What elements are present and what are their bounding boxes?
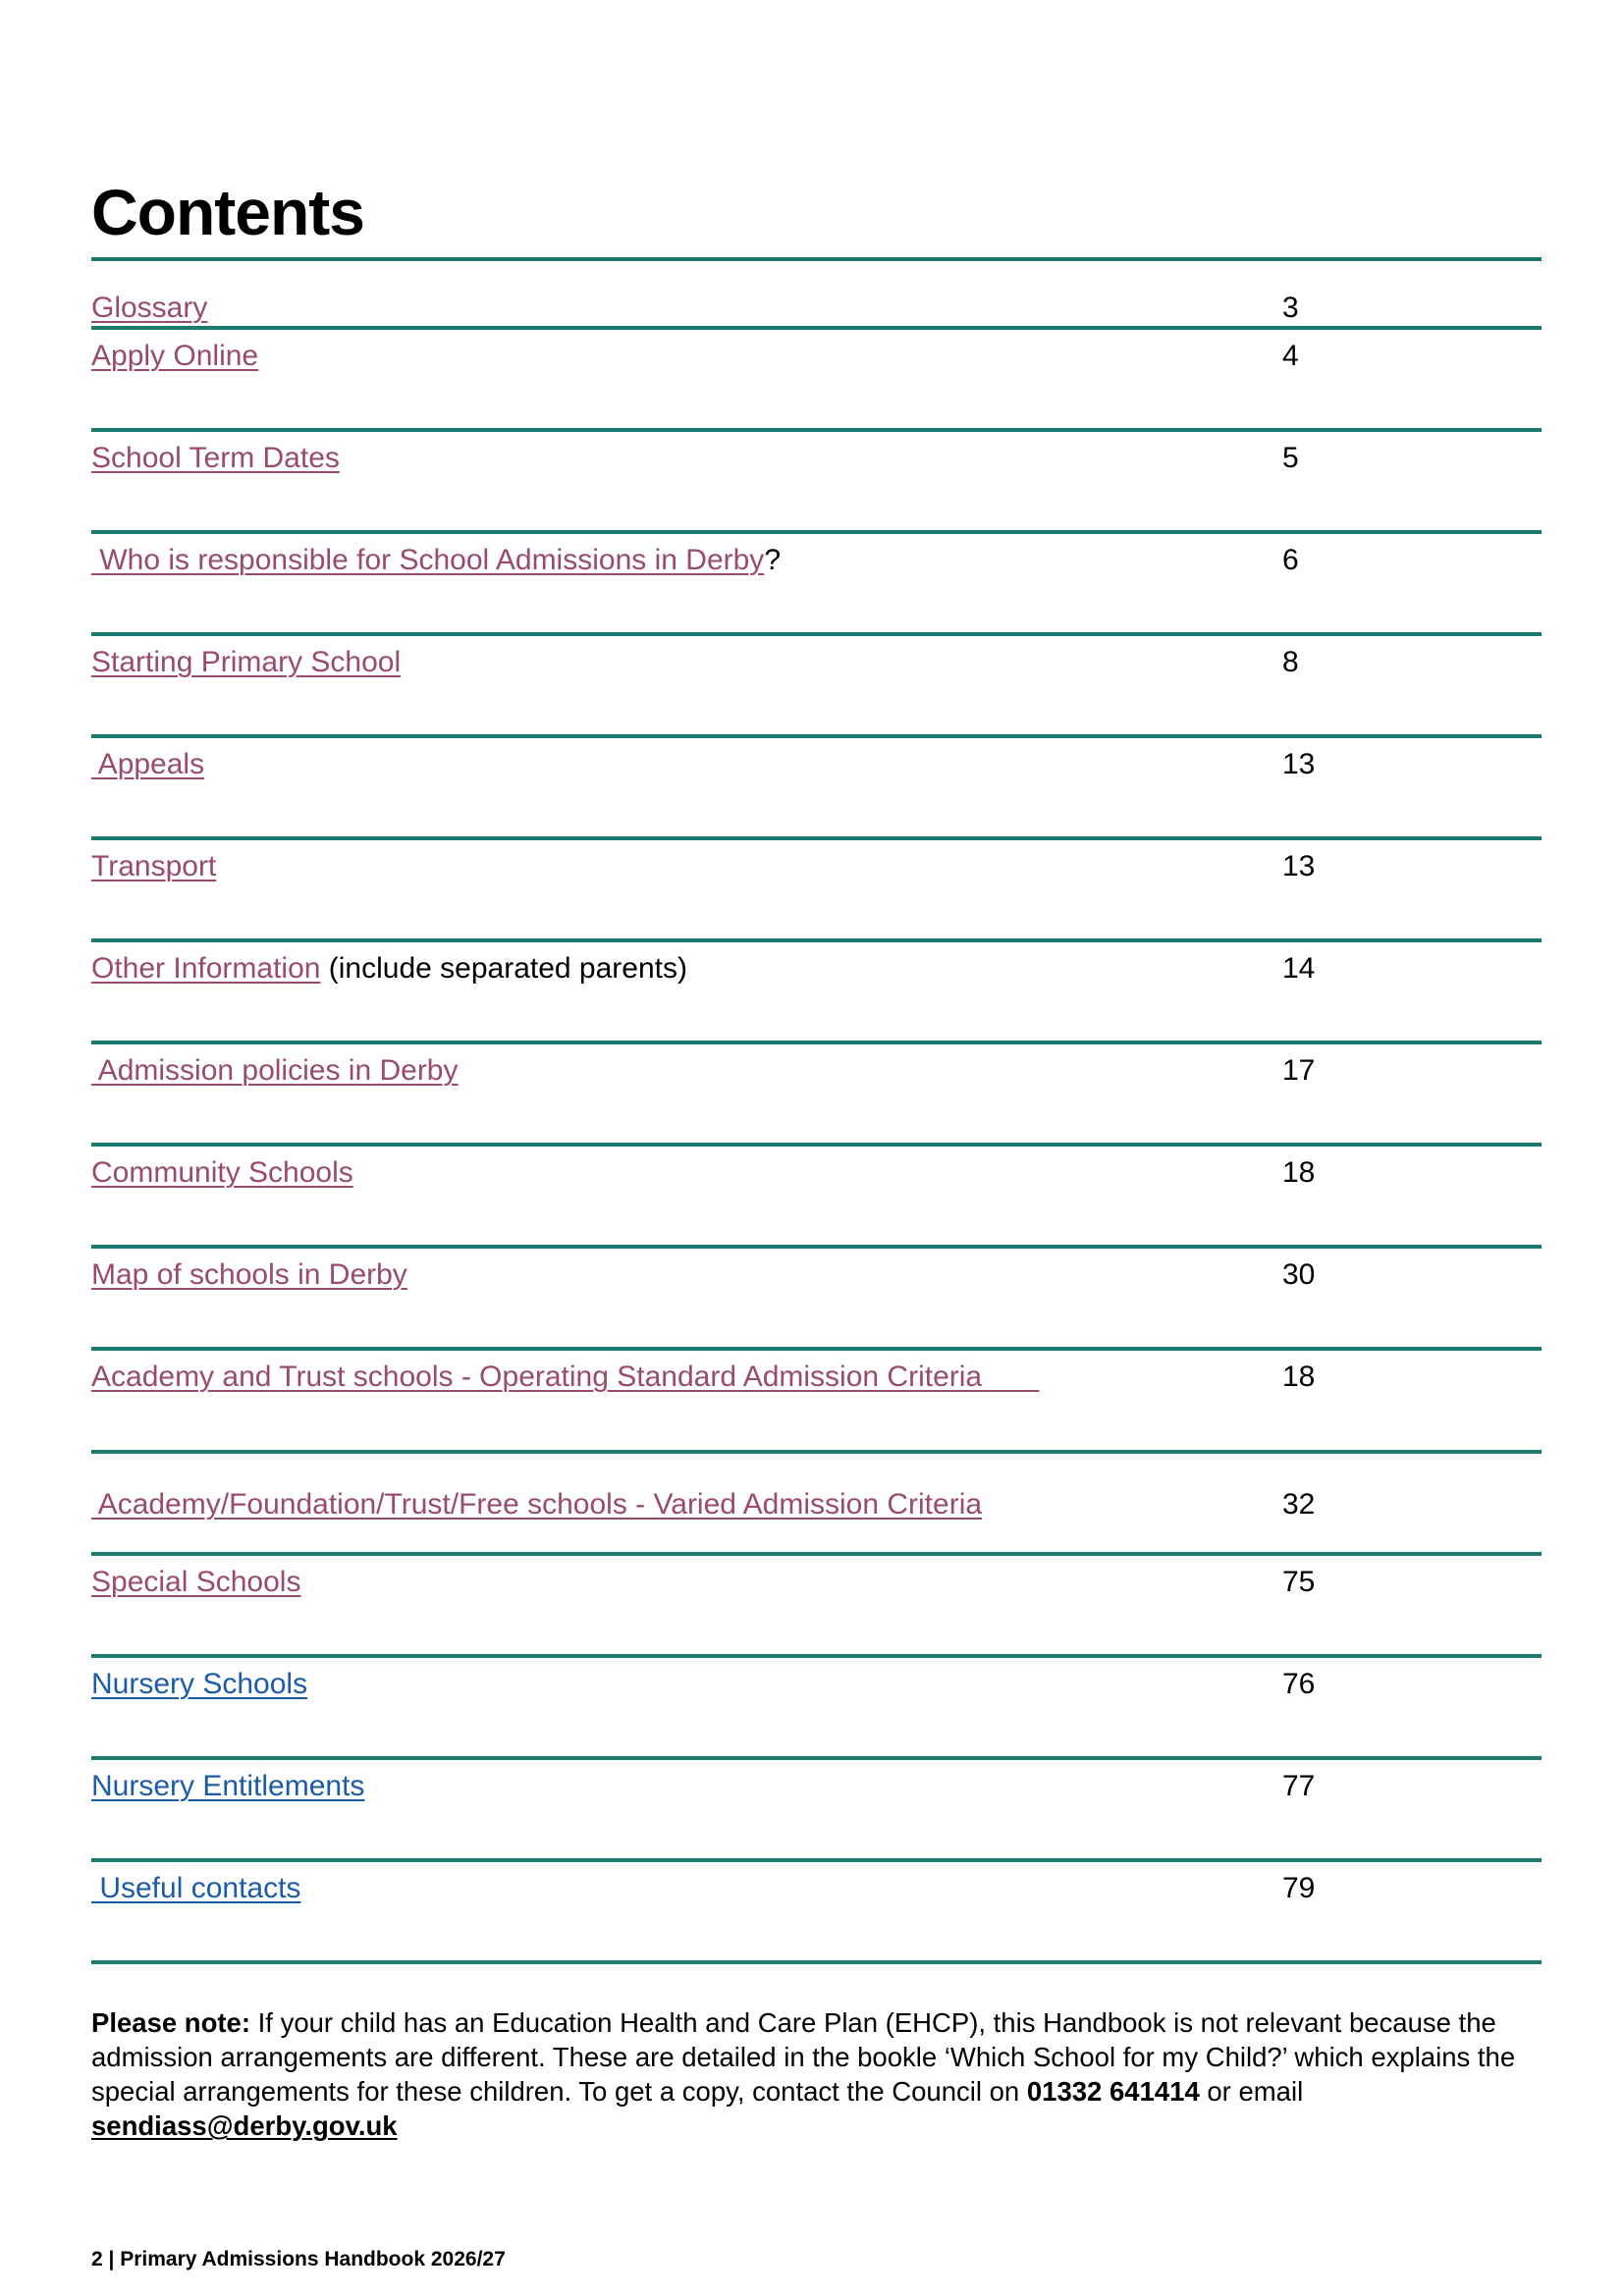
toc-page-number: 8 (1282, 646, 1299, 678)
toc-row-other-information (91, 942, 1542, 1044)
toc-link-community-schools[interactable]: Community Schools (91, 1156, 353, 1189)
toc-link-useful-contacts[interactable]: Useful contacts (91, 1872, 301, 1904)
toc-link-glossary[interactable]: Glossary (91, 292, 208, 324)
toc-row-starting-primary-school (91, 636, 1542, 738)
toc-page-number: 6 (1282, 544, 1299, 576)
toc-link-admission-policies-in-derby[interactable]: Admission policies in Derby (91, 1054, 459, 1087)
toc-page-number: 4 (1282, 340, 1299, 372)
toc-link-school-term-dates[interactable]: School Term Dates (91, 442, 340, 474)
toc-entry (91, 1258, 407, 1292)
toc-link-academy-foundation-trust-free-schools-varied-admission-criteria[interactable]: Academy/Foundation/Trust/Free schools - Varied Admission Criteria (91, 1488, 983, 1521)
toc-page-number: 32 (1282, 1488, 1316, 1521)
toc-suffix: ? (764, 544, 781, 576)
toc-entry (91, 748, 204, 781)
please-note-or-email: or email (1199, 2076, 1304, 2107)
toc-link-special-schools[interactable]: Special Schools (91, 1566, 301, 1598)
toc-row-nursery-entitlements (91, 1760, 1542, 1862)
toc-link-map-of-schools-in-derby[interactable]: Map of schools in Derby (91, 1258, 407, 1291)
toc-page-number: 30 (1282, 1258, 1316, 1291)
toc-page-number: 5 (1282, 442, 1299, 474)
toc-row-school-term-dates (91, 432, 1542, 534)
toc-row-transport (91, 840, 1542, 942)
toc-row-academy-and-trust-schools-operating-standard-admission-criteria (91, 1351, 1542, 1454)
toc-row-special-schools (91, 1556, 1542, 1658)
toc-page-number: 13 (1282, 850, 1316, 882)
toc-link-who-is-responsible-for-school-admissions-in-derby[interactable]: Who is responsible for School Admissions in Derby (91, 544, 765, 576)
toc-entry (91, 442, 340, 475)
toc-row-apply-online (91, 330, 1542, 432)
toc-entry (91, 1361, 1039, 1394)
please-note-text: If your child has an Education Health and Care Plan (EHCP), this Handbook is not relevant because the admission arrangements are different. These are detailed in the bookle ‘Which School for my Child?’ which explains the special arrangements for these children. To get a copy, contact the Council on (91, 2007, 1516, 2107)
toc-row-community-schools (91, 1147, 1542, 1249)
toc-row-nursery-schools (91, 1658, 1542, 1760)
toc-row-admission-policies-in-derby (91, 1044, 1542, 1147)
council-phone: 01332 641414 (1026, 2076, 1200, 2107)
toc-row-academy-foundation-trust-free-schools-varied-admission-criteria (91, 1454, 1542, 1556)
please-note (91, 2005, 1544, 2143)
toc-page-number: 18 (1282, 1156, 1316, 1189)
toc-row-useful-contacts (91, 1862, 1542, 1964)
toc-page-number: 75 (1282, 1566, 1316, 1598)
please-note-label: Please note: (91, 2007, 251, 2038)
toc-link-appeals[interactable]: Appeals (91, 748, 205, 780)
toc-entry (91, 1054, 459, 1088)
toc-entry (91, 292, 207, 325)
toc-link-apply-online[interactable]: Apply Online (91, 340, 259, 372)
toc-link-nursery-schools[interactable]: Nursery Schools (91, 1668, 308, 1700)
toc-entry (91, 1488, 982, 1522)
toc-page-number: 77 (1282, 1770, 1316, 1802)
toc-link-other-information[interactable]: Other Information (91, 952, 321, 985)
toc-page-number: 14 (1282, 952, 1316, 985)
toc-suffix: (include separated parents) (320, 952, 687, 985)
toc-entry (91, 1770, 364, 1803)
toc-row-appeals (91, 738, 1542, 840)
toc-row-who-is-responsible-for-school-admissions-in-derby (91, 534, 1542, 636)
toc-link-transport[interactable]: Transport (91, 850, 217, 882)
toc-link-academy-and-trust-schools-operating-standard-admission-criteria[interactable]: Academy and Trust schools - Operating Standard Admission Criteria (91, 1361, 1040, 1393)
table-of-contents (91, 257, 1542, 1964)
toc-link-starting-primary-school[interactable]: Starting Primary School (91, 646, 402, 678)
toc-entry (91, 1668, 307, 1701)
toc-entry (91, 340, 258, 373)
toc-page-number: 3 (1282, 292, 1299, 324)
toc-page-number: 76 (1282, 1668, 1316, 1700)
toc-page-number: 13 (1282, 748, 1316, 780)
toc-entry (91, 1872, 300, 1905)
toc-entry (91, 1566, 300, 1599)
toc-page-number: 17 (1282, 1054, 1316, 1087)
toc-row-map-of-schools-in-derby (91, 1249, 1542, 1351)
toc-entry (91, 646, 401, 679)
toc-entry (91, 850, 216, 883)
toc-link-nursery-entitlements[interactable]: Nursery Entitlements (91, 1770, 365, 1802)
toc-row-glossary (91, 261, 1542, 330)
page-title: Contents (91, 176, 364, 248)
toc-entry (91, 952, 687, 986)
toc-page-number: 18 (1282, 1361, 1316, 1393)
toc-entry (91, 544, 781, 577)
toc-page-number: 79 (1282, 1872, 1316, 1904)
page-footer: 2 | Primary Admissions Handbook 2026/27 (91, 2248, 506, 2270)
toc-entry (91, 1156, 353, 1190)
sendiass-email-link[interactable]: sendiass@derby.gov.uk (91, 2110, 398, 2141)
